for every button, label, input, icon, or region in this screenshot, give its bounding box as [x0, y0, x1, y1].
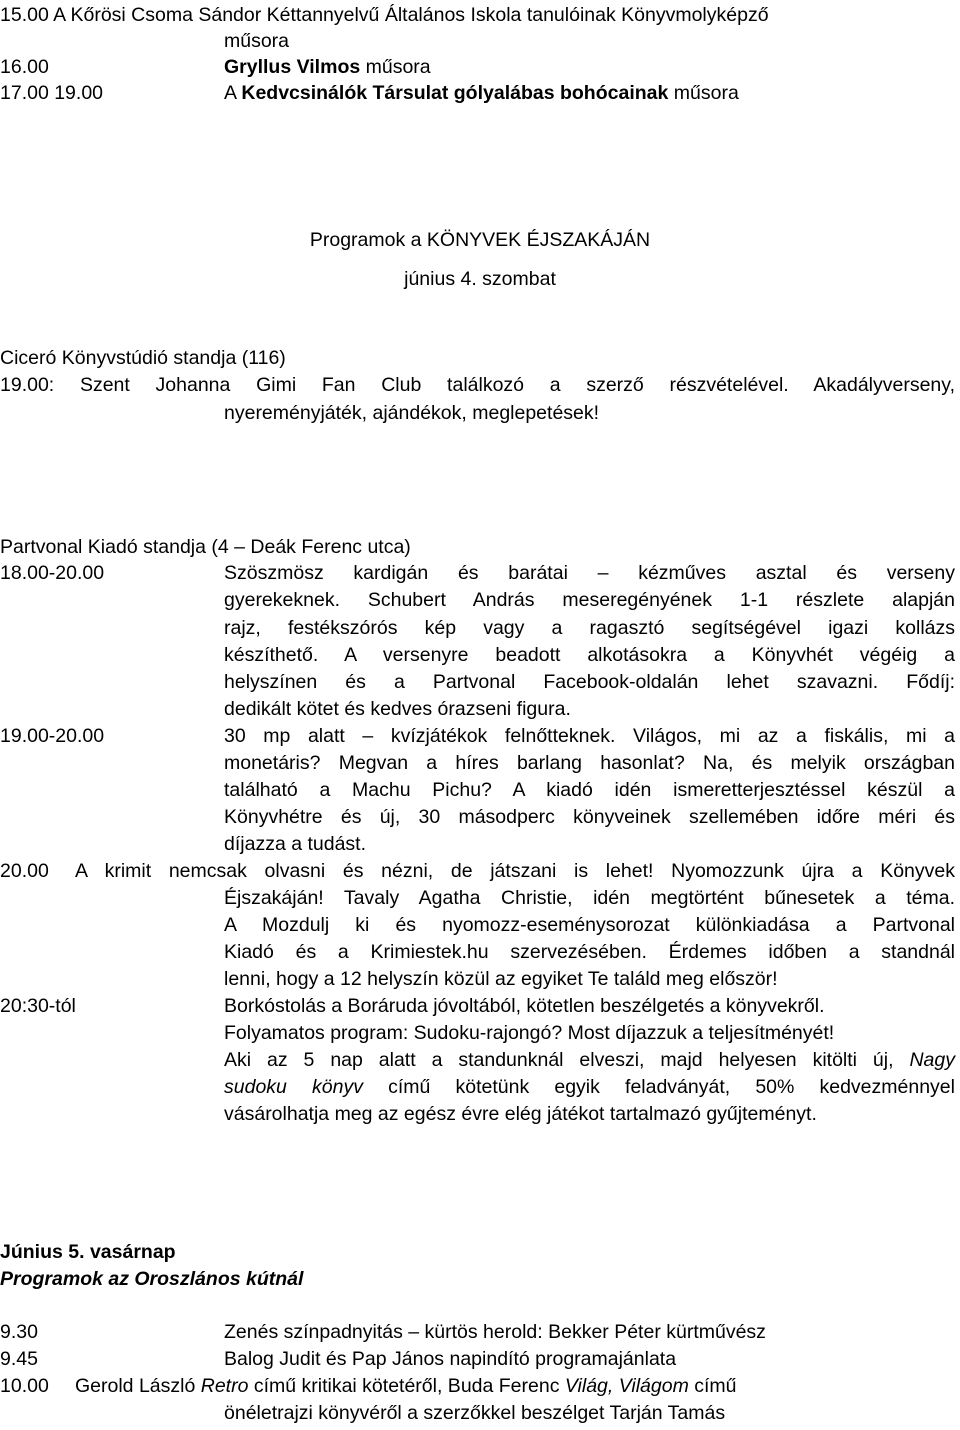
program-time-0930: 9.30	[0, 1321, 38, 1343]
program-desc-0945: Balog Judit és Pap János napindító programajánlata	[224, 1348, 677, 1370]
program-desc-19-20-line: díjazza a tudást.	[224, 833, 367, 855]
program-desc-0930: Zenés színpadnyitás – kürtös herold: Bekker Péter kürtművész	[224, 1321, 766, 1343]
program-desc-18-20-line: helyszínen és a Partvonal Facebook-oldalán lehet szavazni. Fődíj:	[224, 671, 955, 693]
program-desc-2000-line: lenni, hogy a 12 helyszín közül az egyiket Te találd meg először!	[224, 968, 778, 990]
program-desc-2000-line: Éjszakáján! Tavaly Agatha Christie, idén megtörtént bűnesetek a téma.	[224, 887, 955, 909]
program-desc-19-20-line: 30 mp alatt – kvízjátékok felnőtteknek. Világos, mi az a fiskális, mi a	[224, 725, 955, 747]
program-time-1000: 10.00	[0, 1375, 49, 1397]
program-desc-1000: Gerold László Retro című kritikai kötetéről, Buda Ferenc Világ, Világom című	[75, 1375, 737, 1397]
program-time-2000: 20.00	[0, 860, 49, 882]
program-desc-2030-line: sudoku könyv című kötetünk egyik feladványát, 50% kedvezménnyel	[224, 1076, 955, 1098]
program-desc-2030-line: Borkóstolás a Boráruda jóvoltából, kötetlen beszélgetés a könyvekről.	[224, 995, 825, 1017]
program-desc-19-20-line: található a Machu Pichu? A kiadó idén ismeretterjesztéssel készül a	[224, 779, 955, 801]
program-desc-18-20-line: készíthető. A versenyre beadott alkotásokra a Könyvhét végéig a	[224, 644, 955, 666]
program-desc-18-20-line: gyerekeknek. Schubert András meseregényének 1-1 részlete alapján	[224, 589, 955, 611]
program-desc-2030-line: Aki az 5 nap alatt a standunknál elveszi, majd helyesen kitölti új, Nagy	[224, 1049, 955, 1071]
section-date: június 4. szombat	[404, 268, 556, 290]
cicero-program-line-1: 19.00: Szent Johanna Gimi Fan Club találkozó a szerző részvételével. Akadályverseny,	[0, 374, 955, 396]
program-desc-18-20-line: dedikált kötet és kedves órazseni figura.	[224, 698, 571, 720]
program-time-0945: 9.45	[0, 1348, 38, 1370]
stand-title-partvonal: Partvonal Kiadó standja (4 – Deák Ferenc utca)	[0, 536, 411, 558]
performer-name: Gryllus Vilmos	[224, 56, 361, 78]
program-desc-2030-line: vásárolhatja meg az egész évre elég játékot tartalmazó gyűjteményt.	[224, 1103, 817, 1125]
book-title: Világ, Világom	[564, 1375, 689, 1397]
book-title: Retro	[200, 1375, 249, 1397]
day-title-june5: Június 5. vasárnap	[0, 1241, 176, 1263]
section-title: Programok a KÖNYVEK ÉJSZAKÁJÁN	[309, 229, 651, 251]
program-time-18-20: 18.00-20.00	[0, 562, 105, 584]
program-time-2030: 20:30-tól	[0, 995, 76, 1017]
program-time-1600: 16.00	[0, 56, 49, 78]
program-desc-1000-cont: önéletrajzi könyvéről a szerzőkkel beszélget Tarján Tamás	[224, 1402, 726, 1424]
program-desc-19-20-line: Könyvhétre és új, 30 másodperc könyveinek szellemében időre méri és	[224, 806, 955, 828]
program-desc-2000-line: Kiadó és a Krimiestek.hu szervezésében. Érdemes időben a standnál	[224, 941, 955, 963]
program-desc-18-20-line: Szöszmösz kardigán és barátai – kézműves asztal és verseny	[224, 562, 955, 584]
program-line-1500: 15.00 A Kőrösi Csoma Sándor Kéttannyelvű Általános Iskola tanulóinak Könyvmolyképző	[0, 4, 769, 26]
stand-title-cicero: Ciceró Könyvstúdió standja (116)	[0, 347, 286, 369]
program-line-1500-cont: műsora	[224, 30, 290, 52]
program-desc-19-20-line: monetáris? Megvan a híres barlang hasonlat? Na, és melyik országban	[224, 752, 955, 774]
performer-name: Kedvcsinálók Társulat gólyalábas bohócainak	[241, 82, 669, 104]
program-desc-1700: A Kedvcsinálók Társulat gólyalábas bohócainak műsora	[224, 82, 739, 104]
book-title: Nagy	[909, 1049, 955, 1071]
program-desc-2000-line: A Mozdulj ki és nyomozz-eseménysorozat különkiadása a Partvonal	[224, 914, 955, 936]
program-time-19-20: 19.00-20.00	[0, 725, 105, 747]
cicero-program-line-2: nyereményjáték, ajándékok, meglepetések!	[224, 402, 600, 424]
program-desc-2000-line: A krimit nemcsak olvasni és nézni, de játszani is lehet! Nyomozzunk újra a Könyvek	[75, 860, 955, 882]
book-title: sudoku könyv	[224, 1076, 363, 1098]
program-desc-1600: Gryllus Vilmos műsora	[224, 56, 431, 78]
program-desc-18-20-line: rajz, festékszórós kép vagy a ragasztó segítségével igazi kollázs	[224, 617, 955, 639]
program-time-1700: 17.00 19.00	[0, 82, 104, 104]
program-desc-2030-line: Folyamatos program: Sudoku-rajongó? Most díjazzuk a teljesítményét!	[224, 1022, 835, 1044]
location-subtitle: Programok az Oroszlános kútnál	[0, 1268, 304, 1290]
